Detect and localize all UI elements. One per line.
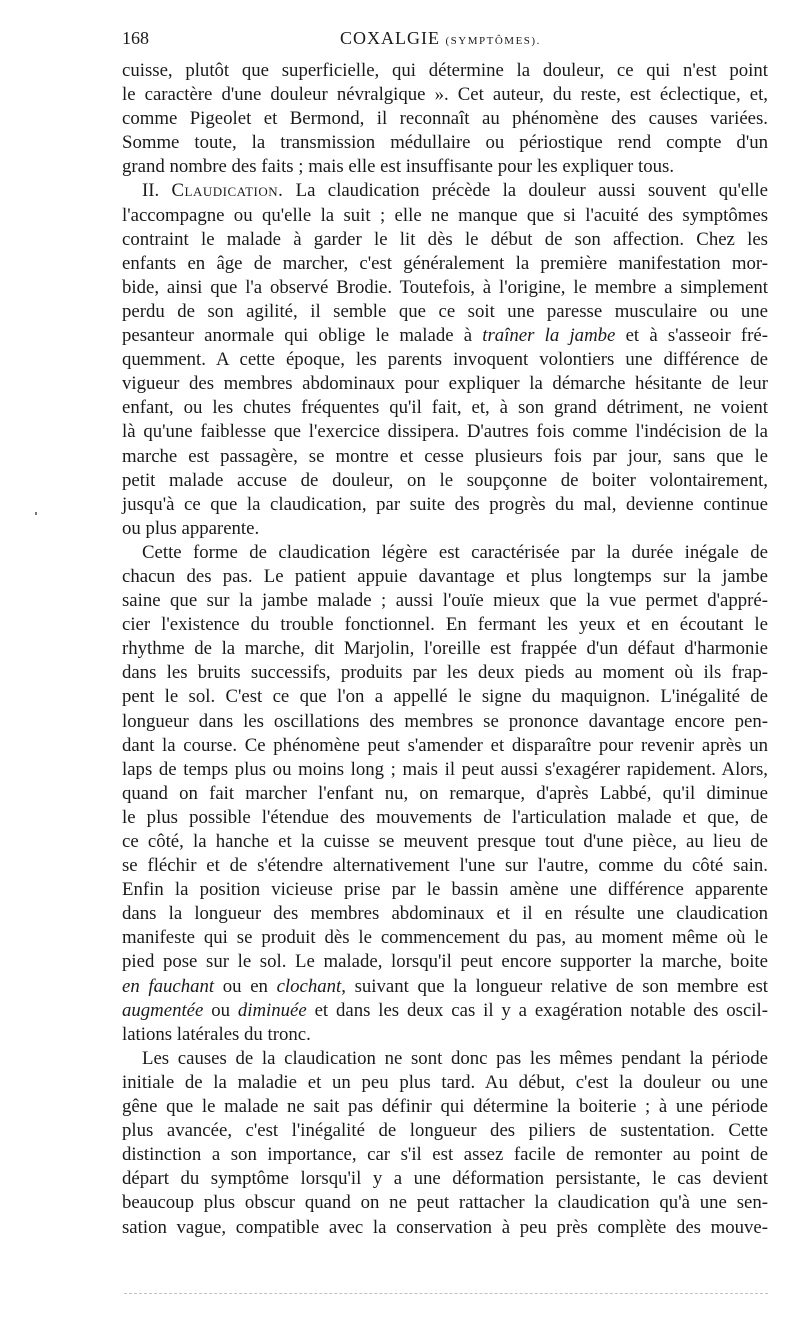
text-line: quemment. A cette époque, les parents invoquent volontiers une différence de xyxy=(122,349,768,371)
text-line: initiale de la maladie et un peu plus tard. Au début, c'est la douleur ou une xyxy=(122,1071,768,1093)
text-line: gêne que le malade ne sait pas définir qui détermine la boiterie ; à une période xyxy=(122,1096,768,1118)
body-text xyxy=(122,59,768,1240)
text-line: pied pose sur le sol. Le malade, lorsqu'il peut encore supporter la marche, boite xyxy=(122,951,768,973)
italic-word: en xyxy=(122,975,140,997)
text-line: là qu'une faiblesse que l'exercice dissipera. D'autres fois comme l'indécision de la xyxy=(122,421,768,443)
text-line: bide, ainsi que l'a observé Brodie. Toutefois, à l'origine, le membre a simplement xyxy=(122,276,768,298)
text-line: ce côté, la hanche et la cuisse se meuvent presque tout d'une pièce, au lieu de xyxy=(122,831,768,852)
text-line: dans la longueur des membres abdominaux et il en résulte une claudication xyxy=(122,903,768,925)
text-line: départ du symptôme lorsqu'il y a une déformation persistante, le cas devient xyxy=(122,1168,768,1190)
text-segment: et à s'asseoir fré- xyxy=(625,325,768,347)
text-segment: ou en xyxy=(222,975,268,997)
text-line: cuisse, plutôt que superficielle, qui détermine la douleur, ce qui n'est point xyxy=(122,60,768,81)
text-line: le caractère d'une douleur névralgique ». Cet auteur, du reste, est éclectique, et, xyxy=(122,84,768,106)
text-line: enfants en âge de marcher, c'est généralement la première manifestation mor- xyxy=(122,252,768,274)
text-line: laps de temps plus ou moins long ; mais il peut aussi s'exagérer rapidement. Alors, xyxy=(122,758,768,780)
text-line: cier l'existence du trouble fonctionnel. En fermant les yeux et en écoutant le xyxy=(122,614,768,636)
text-line: Les causes de la claudication ne sont donc pas les mêmes pendant la période xyxy=(142,1047,768,1069)
text-line: chacun des pas. Le patient appuie davantage et plus longtemps sur la jambe xyxy=(122,565,768,587)
text-line: longueur dans les oscillations des membres se prononce davantage encore pen- xyxy=(122,710,768,732)
text-line: lations latérales du tronc. xyxy=(122,1023,311,1045)
page-number: 168 xyxy=(122,28,149,48)
italic-word: diminuée xyxy=(237,999,307,1021)
print-speck xyxy=(35,512,37,515)
text-line: l'accompagne ou qu'elle la suit ; elle ne manque que si l'acuité des symptômes xyxy=(122,204,768,226)
running-title-sub: (SYMPTÔMES). xyxy=(445,35,541,47)
text-segment: et dans les deux cas il y a exagération notable des oscil- xyxy=(314,999,769,1021)
text-line: dans les bruits successifs, produits par les deux pieds au moment où ils frap- xyxy=(122,662,768,684)
text-line xyxy=(122,999,768,1023)
text-line: marche est passagère, se montre et cesse plusieurs fois par jour, sans que le xyxy=(122,445,768,467)
text-line: plus avancée, c'est l'inégalité de longueur des piliers de sustentation. Cette xyxy=(122,1120,768,1142)
text-line: rhythme de la marche, dit Marjolin, l'oreille est frappée d'un défaut d'harmonie xyxy=(122,638,768,660)
text-line: grand nombre des faits ; mais elle est insuffisante pour les expliquer tous. xyxy=(122,156,675,178)
text-segment: ou xyxy=(211,999,230,1021)
section-numeral: II. xyxy=(142,180,160,202)
text-line: pent le sol. C'est ce que l'on a appellé le signe du maquignon. L'inégalité de xyxy=(122,686,768,708)
text-line: saine que sur la jambe malade ; aussi l'ouïe mieux que la vue permet d'appré- xyxy=(122,590,768,612)
italic-word: fauchant xyxy=(148,975,215,997)
running-header xyxy=(122,28,768,52)
text-segment: , suivant que la longueur relative de son membre est xyxy=(341,975,768,997)
text-line: ou plus apparente. xyxy=(122,517,260,539)
text-line: Enfin la position vicieuse prise par le bassin amène une différence apparente xyxy=(122,879,768,901)
italic-word: clochant xyxy=(276,975,342,997)
section-heading: Claudication. xyxy=(171,180,284,202)
text-line: comme Pigeolet et Bermond, il reconnaît au phénomène des causes variées. xyxy=(122,108,768,130)
text-line: perdu de son agilité, il semble que ce soit une paresse musculaire ou une xyxy=(122,300,768,322)
text-line: quand on fait marcher l'enfant nu, on remarque, d'après Labbé, qu'il diminue xyxy=(122,782,768,804)
text-line: Somme toute, la transmission médullaire ou périostique rend compte d'un xyxy=(122,132,768,154)
text-line: beaucoup plus obscur quand on ne peut rattacher la claudication qu'à une sen- xyxy=(122,1192,768,1214)
text-line xyxy=(122,179,768,203)
text-line: manifeste qui se produit dès le commencement du pas, au moment même où le xyxy=(122,927,768,949)
text-line: sation vague, compatible avec la conservation à peu près complète des mouve- xyxy=(122,1216,768,1238)
text-line: Cette forme de claudication légère est caractérisée par la durée inégale de xyxy=(142,541,768,563)
text-line: jusqu'à ce que la claudication, par suite des progrès du mal, devienne continue xyxy=(122,493,768,515)
running-title-main: COXALGIE xyxy=(340,28,440,48)
text-line: se fléchir et de s'étendre alternativement l'une sur l'autre, comme du côté sain. xyxy=(122,855,768,877)
text-line xyxy=(122,975,768,999)
text-line: contraint le malade à garder le lit dès le début de son affection. Chez les xyxy=(122,228,768,250)
italic-word: augmentée xyxy=(122,999,204,1021)
text-line: enfant, ou les chutes fréquentes qu'il fait, et, à son grand détriment, ne voient xyxy=(122,397,768,419)
italic-phrase: traîner la jambe xyxy=(482,325,616,347)
bleed-through-line xyxy=(124,1293,768,1295)
text-segment: La claudication précède la douleur aussi souvent qu'elle xyxy=(295,180,768,202)
text-line: petit malade accuse de douleur, on le soupçonne de boiter volontairement, xyxy=(122,469,768,491)
running-title xyxy=(340,28,541,49)
text-line xyxy=(122,324,768,348)
text-line: dant la course. Ce phénomène peut s'amender et disparaître pour revenir après un xyxy=(122,734,768,756)
text-line: distinction a son importance, car s'il est assez facile de remonter au point de xyxy=(122,1144,768,1166)
text-line: vigueur des membres abdominaux pour expliquer la démarche hésitante de leur xyxy=(122,373,768,395)
text-line: le plus possible l'étendue des mouvements de l'articulation malade et que, de xyxy=(122,806,768,828)
text-segment: pesanteur anormale qui oblige le malade à xyxy=(122,325,473,347)
